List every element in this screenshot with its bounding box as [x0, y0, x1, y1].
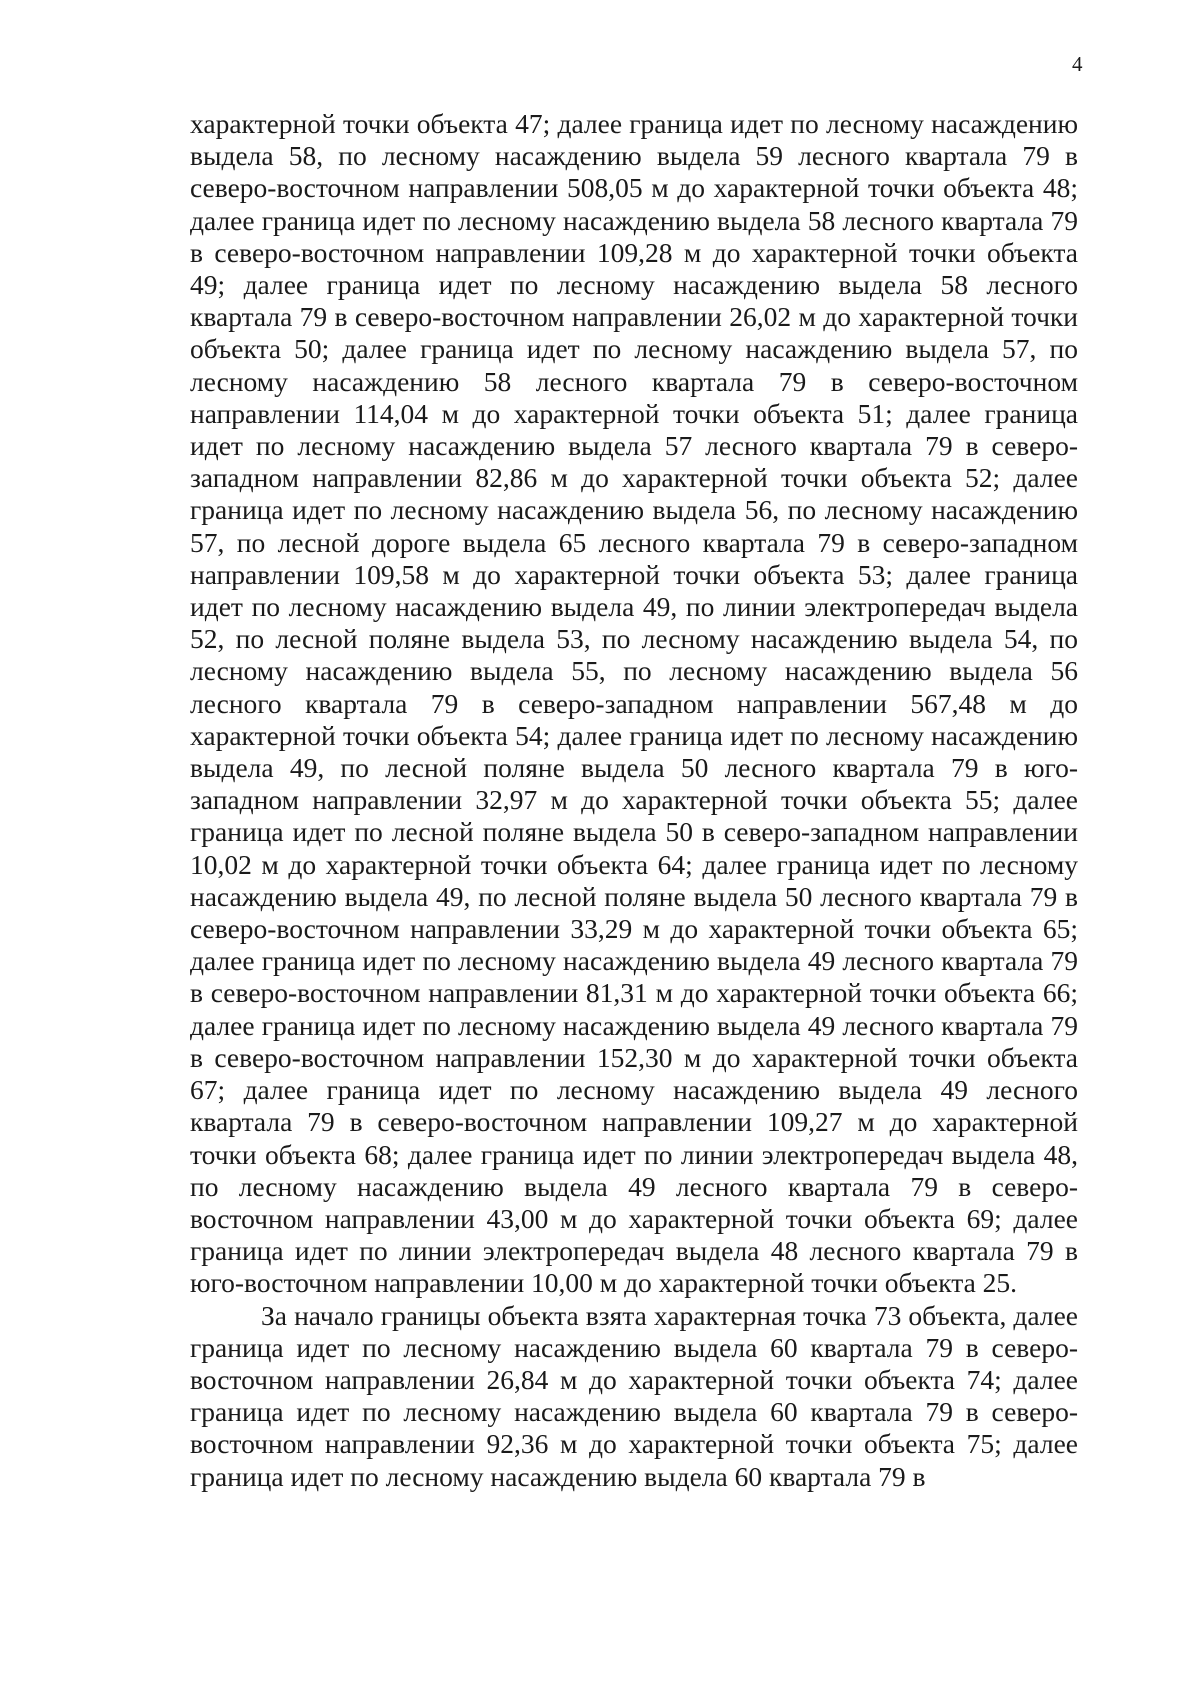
- document-body: [190, 108, 1078, 1493]
- paragraph-boundary-start: За начало границы объекта взята характерная точка 73 объекта, далее граница идет по лесному насаждению выдела 60 квартала 79 в северо-восточном направлении 26,84 м до характерной точки объекта 74; далее граница идет по лесному насаждению выдела 60 квартала 79 в северо-восточном направлении 92,36 м до характерной точки объекта 75; далее граница идет по лесному насаждению выдела 60 квартала 79 в: [190, 1299, 1078, 1492]
- page-number: 4: [1072, 52, 1083, 76]
- paragraph-boundary-continuation: характерной точки объекта 47; далее граница идет по лесному насаждению выдела 58, по лесному насаждению выдела 59 лесного квартала 79 в северо-восточном направлении 508,05 м до характерной точки объекта 48; далее граница идет по лесному насаждению выдела 58 лесного квартала 79 в северо-восточном направлении 109,28 м до характерной точки объекта 49; далее граница идет по лесному насаждению выдела 58 лесного квартала 79 в северо-восточном направлении 26,02 м до характерной точки объекта 50; далее граница идет по лесному насаждению выдела 57, по лесному насаждению 58 лесного квартала 79 в северо-восточном направлении 114,04 м до характерной точки объекта 51; далее граница идет по лесному насаждению выдела 57 лесного квартала 79 в северо-западном направлении 82,86 м до характерной точки объекта 52; далее граница идет по лесному насаждению выдела 56, по лесному насаждению 57, по лесной дороге выдела 65 лесного квартала 79 в северо-западном направлении 109,58 м до характерной точки объекта 53; далее граница идет по лесному насаждению выдела 49, по линии электропередач выдела 52, по лесной поляне выдела 53, по лесному насаждению выдела 54, по лесному насаждению выдела 55, по лесному насаждению выдела 56 лесного квартала 79 в северо-западном направлении 567,48 м до характерной точки объекта 54; далее граница идет по лесному насаждению выдела 49, по лесной поляне выдела 50 лесного квартала 79 в юго-западном направлении 32,97 м до характерной точки объекта 55; далее граница идет по лесной поляне выдела 50 в северо-западном направлении 10,02 м до характерной точки объекта 64; далее граница идет по лесному насаждению выдела 49, по лесной поляне выдела 50 лесного квартала 79 в северо-восточном направлении 33,29 м до характерной точки объекта 65; далее граница идет по лесному насаждению выдела 49 лесного квартала 79 в северо-восточном направлении 81,31 м до характерной точки объекта 66; далее граница идет по лесному насаждению выдела 49 лесного квартала 79 в северо-восточном направлении 152,30 м до характерной точки объекта 67; далее граница идет по лесному насаждению выдела 49 лесного квартала 79 в северо-восточном направлении 109,27 м до характерной точки объекта 68; далее граница идет по линии электропередач выдела 48, по лесному насаждению выдела 49 лесного квартала 79 в северо-восточном направлении 43,00 м до характерной точки объекта 69; далее граница идет по линии электропередач выдела 48 лесного квартала 79 в юго-восточном направлении 10,00 м до характерной точки объекта 25.: [190, 108, 1078, 1299]
